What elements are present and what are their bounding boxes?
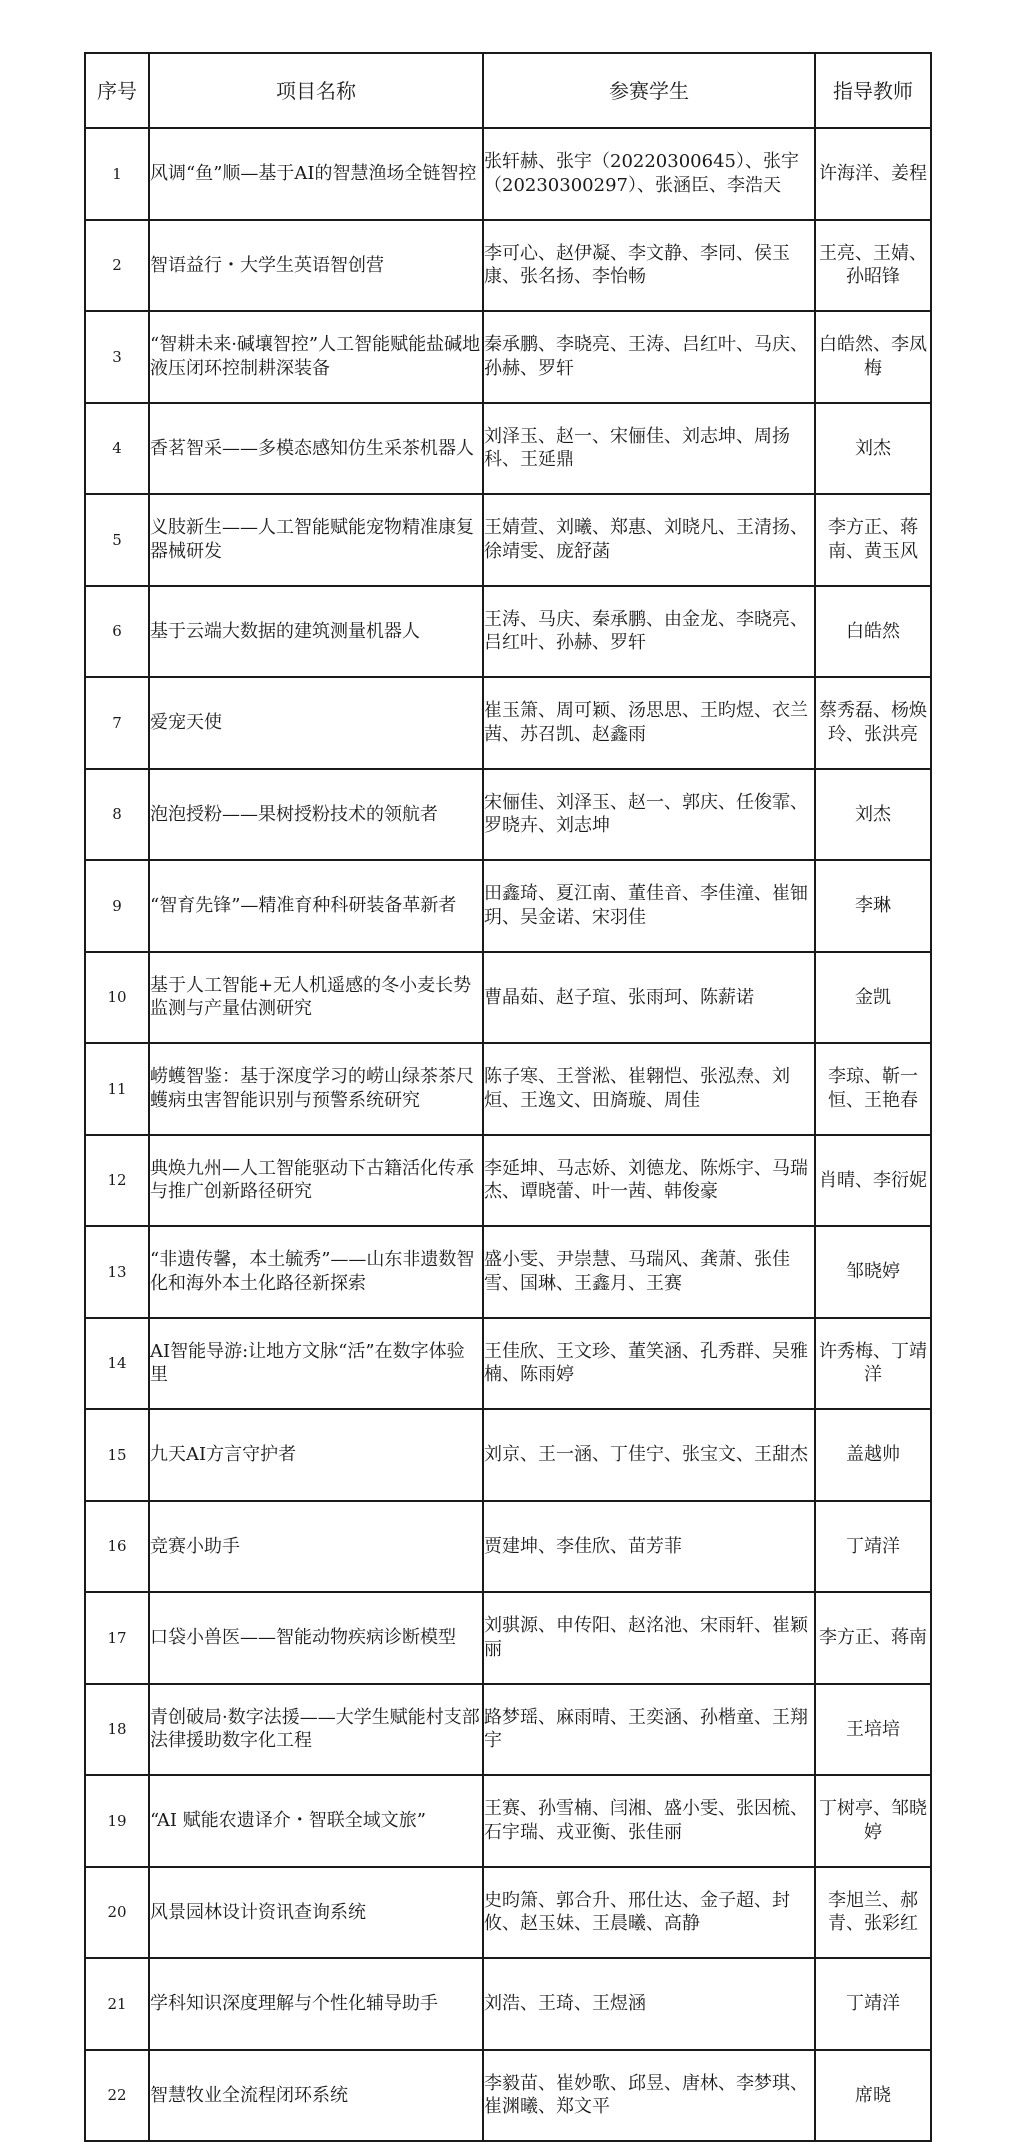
students-cell: 秦承鹏、李晓亮、王涛、吕红叶、马庆、孙赫、罗轩 xyxy=(483,311,815,403)
serial-number-cell: 4 xyxy=(85,403,149,495)
serial-number-cell: 21 xyxy=(85,1958,149,2050)
header-serial-number: 序号 xyxy=(85,53,149,128)
project-name-cell: 香茗智采——多模态感知仿生采茶机器人 xyxy=(149,403,483,495)
table-row xyxy=(85,311,931,403)
table-row xyxy=(85,128,931,220)
table-row xyxy=(85,952,931,1044)
header-project-name: 项目名称 xyxy=(149,53,483,128)
advisors-cell: 王培培 xyxy=(815,1684,931,1776)
advisors-cell: 丁树亭、邹晓婷 xyxy=(815,1775,931,1867)
table-row xyxy=(85,220,931,312)
students-cell: 盛小雯、尹崇慧、马瑞风、龚萧、张佳雪、国琳、王鑫月、王赛 xyxy=(483,1226,815,1318)
table-row xyxy=(85,1135,931,1227)
project-name-cell: 青创破局·数字法援——大学生赋能村支部法律援助数字化工程 xyxy=(149,1684,483,1776)
table-row xyxy=(85,860,931,952)
project-name-cell: “非遗传馨，本土毓秀”——山东非遗数智化和海外本土化路径新探索 xyxy=(149,1226,483,1318)
serial-number-cell: 13 xyxy=(85,1226,149,1318)
students-cell: 王佳欣、王文珍、董笑涵、孔秀群、吴雅楠、陈雨婷 xyxy=(483,1318,815,1410)
table-row xyxy=(85,403,931,495)
project-name-cell: 口袋小兽医——智能动物疾病诊断模型 xyxy=(149,1592,483,1684)
advisors-cell: 丁靖洋 xyxy=(815,1958,931,2050)
advisors-cell: 许海洋、姜程 xyxy=(815,128,931,220)
serial-number-cell: 19 xyxy=(85,1775,149,1867)
serial-number-cell: 9 xyxy=(85,860,149,952)
serial-number-cell: 14 xyxy=(85,1318,149,1410)
students-cell: 王涛、马庆、秦承鹏、由金龙、李晓亮、吕红叶、孙赫、罗轩 xyxy=(483,586,815,678)
project-name-cell: 爱宠天使 xyxy=(149,677,483,769)
serial-number-cell: 15 xyxy=(85,1409,149,1501)
header-advisors: 指导教师 xyxy=(815,53,931,128)
students-cell: 刘骐源、申传阳、赵洺池、宋雨轩、崔颖丽 xyxy=(483,1592,815,1684)
students-cell: 王婧萱、刘曦、郑惠、刘晓凡、王清扬、徐靖雯、庞舒菡 xyxy=(483,494,815,586)
project-name-cell: 智慧牧业全流程闭环系统 xyxy=(149,2050,483,2142)
project-name-cell: “智育先锋”—精准育种科研装备革新者 xyxy=(149,860,483,952)
table-body xyxy=(85,128,931,2141)
project-name-cell: 学科知识深度理解与个性化辅导助手 xyxy=(149,1958,483,2050)
project-roster-table xyxy=(84,52,932,2142)
table-row xyxy=(85,1958,931,2050)
students-cell: 史昀箫、郭合升、邢仕达、金子超、封攸、赵玉妹、王晨曦、高静 xyxy=(483,1867,815,1959)
advisors-cell: 李方正、蒋南、黄玉风 xyxy=(815,494,931,586)
project-name-cell: 典焕九州—人工智能驱动下古籍活化传承与推广创新路径研究 xyxy=(149,1135,483,1227)
project-name-cell: 风景园林设计资讯查询系统 xyxy=(149,1867,483,1959)
students-cell: 宋俪佳、刘泽玉、赵一、郭庆、任俊霏、罗晓卉、刘志坤 xyxy=(483,769,815,861)
students-cell: 刘浩、王琦、王煜涵 xyxy=(483,1958,815,2050)
serial-number-cell: 18 xyxy=(85,1684,149,1776)
students-cell: 王赛、孙雪楠、闫湘、盛小雯、张因梳、石宇瑞、戎亚衡、张佳丽 xyxy=(483,1775,815,1867)
serial-number-cell: 12 xyxy=(85,1135,149,1227)
students-cell: 李毅苗、崔妙歌、邱昱、唐林、李梦琪、崔渊曦、郑文平 xyxy=(483,2050,815,2142)
serial-number-cell: 5 xyxy=(85,494,149,586)
table-row xyxy=(85,1501,931,1593)
advisors-cell: 席晓 xyxy=(815,2050,931,2142)
advisors-cell: 王亮、王婧、孙昭锋 xyxy=(815,220,931,312)
serial-number-cell: 11 xyxy=(85,1043,149,1135)
serial-number-cell: 22 xyxy=(85,2050,149,2142)
advisors-cell: 邹晓婷 xyxy=(815,1226,931,1318)
project-name-cell: “智耕未来·碱壤智控”人工智能赋能盐碱地液压闭环控制耕深装备 xyxy=(149,311,483,403)
students-cell: 刘泽玉、赵一、宋俪佳、刘志坤、周扬科、王延鼎 xyxy=(483,403,815,495)
serial-number-cell: 16 xyxy=(85,1501,149,1593)
table-header-row xyxy=(85,53,931,128)
serial-number-cell: 2 xyxy=(85,220,149,312)
table-row xyxy=(85,769,931,861)
advisors-cell: 李旭兰、郝青、张彩红 xyxy=(815,1867,931,1959)
table-row xyxy=(85,1409,931,1501)
serial-number-cell: 20 xyxy=(85,1867,149,1959)
project-name-cell: 竞赛小助手 xyxy=(149,1501,483,1593)
students-cell: 曹晶茹、赵子瑄、张雨珂、陈薪诺 xyxy=(483,952,815,1044)
table-row xyxy=(85,1775,931,1867)
table-row xyxy=(85,1592,931,1684)
table-row xyxy=(85,1867,931,1959)
advisors-cell: 肖晴、李衍妮 xyxy=(815,1135,931,1227)
table-row xyxy=(85,1684,931,1776)
advisors-cell: 李琼、靳一恒、王艳春 xyxy=(815,1043,931,1135)
advisors-cell: 丁靖洋 xyxy=(815,1501,931,1593)
students-cell: 李可心、赵伊凝、李文静、李同、侯玉康、张名扬、李怡畅 xyxy=(483,220,815,312)
project-name-cell: 基于云端大数据的建筑测量机器人 xyxy=(149,586,483,678)
advisors-cell: 刘杰 xyxy=(815,769,931,861)
advisors-cell: 李方正、蒋南 xyxy=(815,1592,931,1684)
students-cell: 贾建坤、李佳欣、苗芳菲 xyxy=(483,1501,815,1593)
project-name-cell: 泡泡授粉——果树授粉技术的领航者 xyxy=(149,769,483,861)
table-row xyxy=(85,494,931,586)
table-row xyxy=(85,677,931,769)
advisors-cell: 许秀梅、丁靖洋 xyxy=(815,1318,931,1410)
project-name-cell: 九天AI方言守护者 xyxy=(149,1409,483,1501)
students-cell: 张轩赫、张宇（20220300645）、张宇（20230300297）、张涵臣、李浩天 xyxy=(483,128,815,220)
students-cell: 陈子寒、王誉淞、崔翱恺、张泓焘、刘烜、王逸文、田旖璇、周佳 xyxy=(483,1043,815,1135)
project-name-cell: 基于人工智能+无人机遥感的冬小麦长势监测与产量估测研究 xyxy=(149,952,483,1044)
serial-number-cell: 6 xyxy=(85,586,149,678)
serial-number-cell: 1 xyxy=(85,128,149,220)
students-cell: 田鑫琦、夏江南、董佳音、李佳潼、崔钿玥、吴金诺、宋羽佳 xyxy=(483,860,815,952)
table-row xyxy=(85,1226,931,1318)
serial-number-cell: 3 xyxy=(85,311,149,403)
project-name-cell: 义肢新生——人工智能赋能宠物精准康复器械研发 xyxy=(149,494,483,586)
table-row xyxy=(85,1043,931,1135)
serial-number-cell: 17 xyxy=(85,1592,149,1684)
table-row xyxy=(85,1318,931,1410)
advisors-cell: 白皓然 xyxy=(815,586,931,678)
advisors-cell: 盖越帅 xyxy=(815,1409,931,1501)
project-name-cell: 崂蠖智鉴：基于深度学习的崂山绿茶茶尺蠖病虫害智能识别与预警系统研究 xyxy=(149,1043,483,1135)
project-name-cell: “AI 赋能农遗译介・智联全域文旅” xyxy=(149,1775,483,1867)
students-cell: 刘京、王一涵、丁佳宁、张宝文、王甜杰 xyxy=(483,1409,815,1501)
table-row xyxy=(85,586,931,678)
header-participating-students: 参赛学生 xyxy=(483,53,815,128)
students-cell: 路梦瑶、麻雨晴、王奕涵、孙楷童、王翔宇 xyxy=(483,1684,815,1776)
project-name-cell: 风调“鱼”顺—基于AI的智慧渔场全链智控 xyxy=(149,128,483,220)
project-name-cell: AI智能导游:让地方文脉“活”在数字体验里 xyxy=(149,1318,483,1410)
serial-number-cell: 10 xyxy=(85,952,149,1044)
advisors-cell: 白皓然、李凤梅 xyxy=(815,311,931,403)
advisors-cell: 刘杰 xyxy=(815,403,931,495)
project-name-cell: 智语益行・大学生英语智创营 xyxy=(149,220,483,312)
advisors-cell: 蔡秀磊、杨焕玲、张洪亮 xyxy=(815,677,931,769)
students-cell: 李延坤、马志娇、刘德龙、陈烁宇、马瑞杰、谭晓蕾、叶一茜、韩俊豪 xyxy=(483,1135,815,1227)
advisors-cell: 金凯 xyxy=(815,952,931,1044)
table-row xyxy=(85,2050,931,2142)
advisors-cell: 李琳 xyxy=(815,860,931,952)
serial-number-cell: 8 xyxy=(85,769,149,861)
students-cell: 崔玉箫、周可颖、汤思思、王昀煜、衣兰茜、苏召凯、赵鑫雨 xyxy=(483,677,815,769)
serial-number-cell: 7 xyxy=(85,677,149,769)
